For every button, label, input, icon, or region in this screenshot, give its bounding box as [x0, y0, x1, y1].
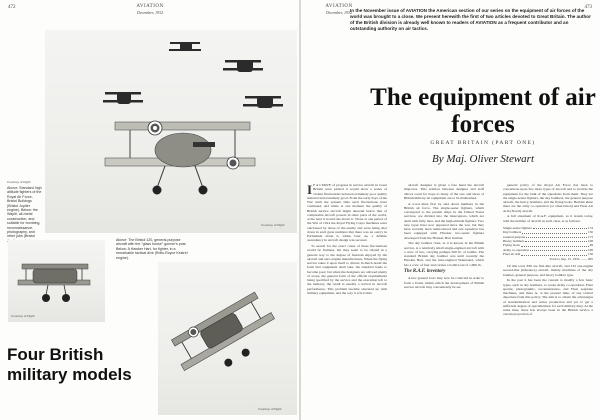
- column-paragraph: In the past it has been the custom to modify a few basic types, such as day bombers, to create Army co-operation, Fleet spotter, photographic, reconnaissance, and Fleet seaplane machines, and there is, at the present time, of any radical departure from this policy. The aim is to obtain the advantages of standardization and series production and yet to get a sufficient degree of specialization for each military duty. At the same time, there has always been in the British service a certain proportion of: [503, 278, 593, 317]
- running-head: [110, 4, 190, 16]
- page-number: 473: [584, 5, 592, 10]
- running-head-title: AVIATION: [136, 4, 164, 9]
- section-title: Four British military models: [7, 345, 132, 384]
- photo-credit: Courtesy of Flight: [11, 314, 35, 318]
- column-paragraph: A full statement of R.A.F. equipment, as it stands today, with the number of aircraft in each class, is as follows:: [503, 214, 593, 223]
- column-paragraph: The day bomber class, as it is known in the British service, is a relatively small single-engined aircraft with a crew of two, carrying perhaps 500 lb. of bombs. The standard British day bomber was until recently the Hawker Hart, and the twin-engined Sidestrand, which has a crew of four and carries a bomb load of 1,000 lb.: [404, 241, 484, 267]
- photo-bulldog-formation: [45, 30, 297, 233]
- photo-credit-upper: Courtesy of Flight: [7, 180, 31, 184]
- equipment-count: 48: [589, 243, 593, 248]
- drop-cap: I: [307, 183, 313, 197]
- article-column-2: [404, 183, 484, 416]
- article-subtitle: GREAT BRITAIN (PART ONE): [430, 140, 536, 146]
- subsection-heading: The R.A.F. inventory: [404, 268, 446, 274]
- running-head-date: December, 1932: [137, 10, 163, 15]
- equipment-class: Flying boats: [503, 243, 520, 248]
- equipment-class: Fleet air arm: [503, 252, 521, 257]
- equipment-class: Day bombers: [503, 230, 522, 235]
- left-page: [0, 0, 299, 420]
- photo-credit: Courtesy of Flight: [258, 407, 282, 411]
- author-byline: By Maj. Oliver Stewart: [431, 153, 535, 165]
- equipment-total: Total to Sep. 15, 1932 ........ 905: [549, 256, 593, 261]
- photo-bristol-120: [8, 240, 105, 322]
- biplane-illustration-side: [8, 240, 105, 322]
- running-head-title: AVIATION: [325, 4, 353, 9]
- column-paragraph: To search for the exact cause of these fluctuations would be fruitless, but they seem to be related in a general way to the degree of freedom enjoyed by the aircraft and aero-engine manufacturers. When the flying service takes it upon itself to dictate in much detail the form that equipment shall take, the standard tends to become poor; but when the designers are allowed plenty of scope, the general form of the official requirements being specified by the service and the execution left to the industry, the result is usually a revival in aircraft performance. This problem became obscured up with military equipment, and the way it acts is this.: [307, 244, 387, 295]
- editor-intro: In the November issue of AVIATION the American section of our series on the equipment of air forces of the world was brought to a close. We present herewith the first of two articles devoted to Great Britain. The author of the British division is already well known to readers of AVIATION as a frequent contributor and an outstanding authority on air tactics.: [350, 8, 591, 31]
- equipment-class: Army co-operation: [503, 247, 529, 252]
- column-paragraph: general policy of the Royal Air Force has been to concentrate upon few more types of aircraft and to provide the equipment for the bulk of the squadrons from them. They are the single-seater fighters, the day bombers, the general purpose aircraft, the heavy bombers, and the flying boats. Besides these there are the army co-operation (or observation) and Fleet Air Arm (Naval) aircraft.: [503, 183, 593, 213]
- column-paragraph: A word must first be said about numbers in the British air force. The single-seater fighters, which correspond to the pursuit ships in the United States services, are divided into the interceptors, which are dealt with fully later, and the high-altitude fighters. Two new types have now appeared since the war, but they have recently been reintroduced and one squadron has been equipped with Hawker two-seater fighters developed from the Hawker Hart bomber.: [404, 201, 484, 240]
- photo-hawker-hart-dive: [158, 262, 297, 415]
- biplane-formation-illustration: [45, 30, 297, 233]
- equipment-class: General purpose: [503, 234, 526, 239]
- equipment-class: Heavy bombers: [503, 238, 525, 243]
- article-title: The equipment of air forces: [370, 84, 596, 138]
- equipment-count: 156: [587, 252, 593, 257]
- article-column-3: [503, 183, 593, 416]
- column-paragraph: aircraft designer is given a free hand the aircraft improves. This relation between designer and staff allows room for hope to many of the saw and ideas of British military air equipment are to be maintained.: [404, 183, 484, 200]
- equipment-count: 156: [587, 230, 593, 235]
- column-paragraph: [307, 183, 387, 243]
- page-number: 472: [8, 5, 16, 10]
- caption-middle: Above: The Bristol 120, general-purpose aircraft with the "glass house" gunner's post. Below: A Hawker Hart, for fighter, in a remarkable tactical dive (Rolls-Royce Kestrel engine).: [116, 238, 188, 260]
- running-head-date: December, 1932: [326, 10, 352, 15]
- equipment-count: 108: [587, 247, 593, 252]
- column-paragraph: Of this total, 836 are first-line aircraft, and 132 one-engine second-line (inference) aircraft, mainly machines of the day bomber, general purpose, and heavy bomber type.: [503, 264, 593, 277]
- equipment-count: 173: [587, 234, 593, 239]
- photo-credit: Courtesy of Flight: [261, 223, 285, 227]
- equipment-count: 108: [587, 238, 593, 243]
- paragraph-text: F A CURVE of progress in service aircraft in Great Britain were plotted it would show a series of violent fluctuations between extremely poor quality material and extremely good. From the early days of the War until the present time such fluctuations have continued, and while at one moment the quality of British service aircraft might descend below that of comparable aircraft powers in other parts of the world, at the next it would rise above it. Those at one period of the War of 1914 the Royal Flying Corps machines were outclassed by those of the enemy and were being shot down in such great numbers that there was an outcry in Parliament about it, while, later on, a definite ascendancy in aircraft design was secured.: [307, 183, 387, 243]
- caption-main: Above: Standard high altitude fighters of the Royal Air Force, Bristol Bulldogs (Bristol Jupiter engine). Below: the Wapiti, all-metal construction, and suitable for bombing, reconnaissance, photography, and other jobs (Bristol: [7, 186, 42, 239]
- equipment-count: 174: [587, 225, 593, 230]
- article-column-1: [307, 183, 387, 416]
- column-paragraph: A few general facts may now be collected in order to form a frame within which the development of British service aircraft may conveniently be set.: [404, 276, 484, 289]
- equipment-class: Single-seater fighters: [503, 225, 532, 230]
- equipment-table: [503, 226, 593, 261]
- diving-biplane-illustration: [158, 262, 297, 415]
